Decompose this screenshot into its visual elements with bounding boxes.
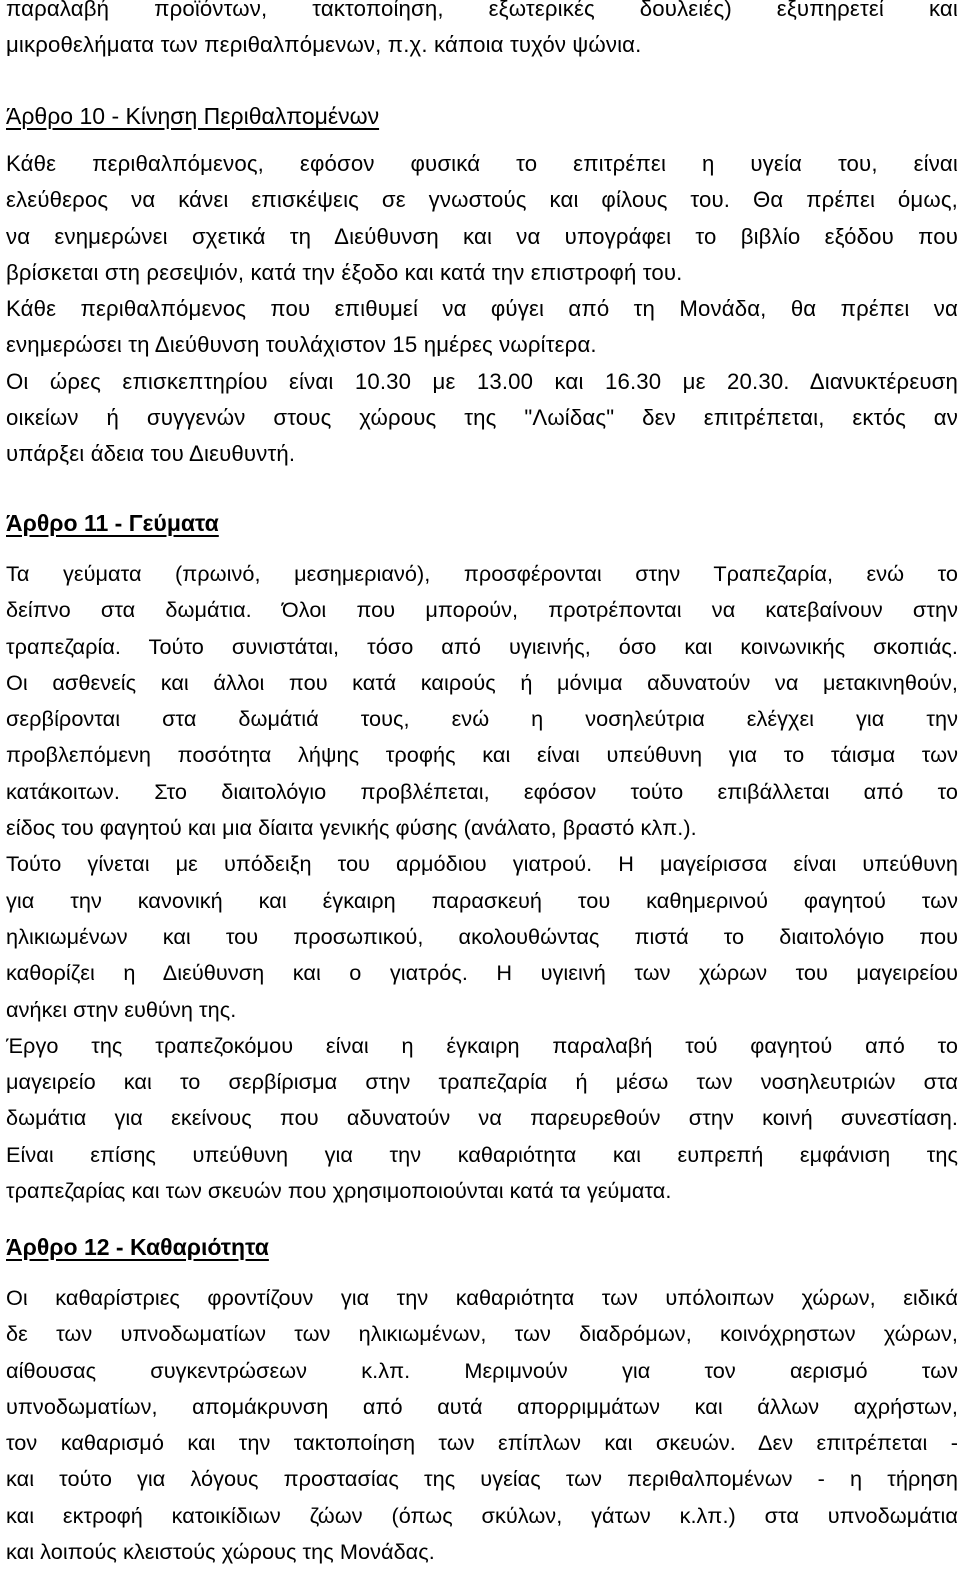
text-line: παραλαβή προϊόντων, τακτοποίηση, εξωτερικές δουλειές) εξυπηρετεί και (6, 0, 958, 21)
text-line: κατάκοιτων. Στο διαιτολόγιο προβλέπεται, εφόσον τούτο επιβάλλεται από το (6, 778, 958, 804)
article-11-body (6, 556, 958, 1209)
text-line: αίθουσας συγκεντρώσεων κ.λπ. Μεριμνούν για τον αερισμό των (6, 1357, 958, 1383)
text-line: και τούτο για λόγους προστασίας της υγείας των περιθαλπομένων - η τήρηση (6, 1466, 958, 1492)
text-line: ηλικιωμένων και του προσωπικού, ακολουθώντας πιστά το διαιτολόγιο που (6, 923, 958, 949)
text-line: βρίσκεται στη ρεσεψιόν, κατά την έξοδο και κατά την επιστροφή του. (6, 259, 683, 285)
text-line: Οι καθαρίστριες φροντίζουν για την καθαριότητα των υπόλοιπων χώρων, ειδικά (6, 1285, 958, 1310)
text-line: ανήκει στην ευθύνη της. (6, 996, 237, 1022)
text-line: δε των υπνοδωματίων των ηλικιωμένων, των διαδρόμων, κοινόχρηστων χώρων, (6, 1321, 958, 1347)
text-line: Τούτο γίνεται με υπόδειξη του αρμόδιου γιατρού. Η μαγείρισσα είναι υπεύθυνη (6, 851, 958, 877)
text-line: Κάθε περιθαλπόμενος, εφόσον φυσικά το επιτρέπει η υγεία του, είναι (6, 151, 958, 176)
text-line: δωμάτια για εκείνους που αδυνατούν να παρευρεθούν στην κοινή συνεστίαση. (6, 1105, 958, 1131)
text-line: δείπνο στα δωμάτια. Όλοι που μπορούν, προτρέπονται να κατεβαίνουν στην (6, 597, 958, 623)
article-12-heading-text: Άρθρο 12 - Καθαριότητα (6, 1234, 269, 1260)
intro-paragraph (6, 0, 958, 64)
text-line: μικροθελήματα των περιθαλπόμενων, π.χ. κάποια τυχόν ψώνια. (6, 32, 642, 58)
text-line: τον καθαρισμό και την τακτοποίηση των επίπλων και σκευών. Δεν επιτρέπεται - (6, 1430, 958, 1456)
text-line: και λοιπούς κλειστούς χώρους της Μονάδας. (6, 1539, 435, 1565)
text-line: Έργο της τραπεζοκόμου είναι η έγκαιρη παραλαβή τού φαγητού από το (6, 1032, 958, 1058)
text-line: μαγειρείο και το σερβίρισμα στην τραπεζαρία ή μέσω των νοσηλευτριών στα (6, 1069, 958, 1095)
text-line: ελεύθερος να κάνει επισκέψεις σε γνωστούς και φίλους του. Θα πρέπει όμως, (6, 187, 958, 213)
text-line: είδος του φαγητού και μια δίαιτα γενικής φύσης (ανάλατο, βραστό κλπ.). (6, 815, 697, 841)
text-line: υπνοδωματίων, απομάκρυνση από αυτά απορριμμάτων και άλλων αχρήστων, (6, 1393, 958, 1419)
article-12-body (6, 1280, 958, 1570)
text-line: για την κανονική και έγκαιρη παρασκευή του καθημερινού φαγητού των (6, 887, 958, 913)
text-line: Οι ώρες επισκεπτηρίου είναι 10.30 με 13.00 και 16.30 με 20.30. Διανυκτέρευση (6, 368, 958, 394)
text-line: τραπεζαρίας και των σκευών που χρησιμοποιούνται κατά τα γεύματα. (6, 1178, 672, 1204)
article-10-body (6, 146, 958, 473)
text-line: σερβίρονται στα δωμάτιά τους, ενώ η νοσηλεύτρια ελέγχει για την (6, 706, 958, 732)
text-line: τραπεζαρία. Τούτο συνιστάται, τόσο από υγιεινής, όσο και κοινωνικής σκοπιάς. (6, 633, 958, 659)
text-line: οικείων ή συγγενών στους χώρους της "Λωίδας" δεν επιτρέπεται, εκτός αν (6, 405, 958, 431)
text-line: και εκτροφή κατοικίδιων ζώων (όπως σκύλων, γάτων κ.λπ.) στα υπνοδωμάτια (6, 1502, 958, 1528)
text-line: Κάθε περιθαλπόμενος που επιθυμεί να φύγει από τη Μονάδα, θα πρέπει να (6, 296, 958, 322)
text-line: να ενημερώνει σχετικά τη Διεύθυνση και να υπογράφει το βιβλίο εξόδου που (6, 223, 958, 249)
text-line: Είναι επίσης υπεύθυνη για την καθαριότητα και ευπρεπή εμφάνιση της (6, 1141, 958, 1167)
article-12-heading (6, 1229, 269, 1265)
article-10-heading (6, 98, 379, 134)
text-line: καθορίζει η Διεύθυνση και ο γιατρός. Η υγιεινή των χώρων του μαγειρείου (6, 960, 958, 986)
text-line: Τα γεύματα (πρωινό, μεσημεριανό), προσφέρονται στην Τραπεζαρία, ενώ το (6, 561, 958, 586)
text-line: προβλεπόμενη ποσότητα λήψης τροφής και είναι υπεύθυνη για το τάισμα των (6, 742, 958, 768)
article-11-heading (6, 505, 219, 541)
text-line: Οι ασθενείς και άλλοι που κατά καιρούς ή μόνιμα αδυνατούν να μετακινηθούν, (6, 669, 958, 695)
article-11-heading-text: Άρθρο 11 - Γεύματα (6, 510, 219, 536)
article-10-heading-text: Άρθρο 10 - Κίνηση Περιθαλπομένων (6, 103, 380, 129)
text-line: ενημερώσει τη Διεύθυνση τουλάχιστον 15 ημέρες νωρίτερα. (6, 332, 597, 358)
text-line: υπάρξει άδεια του Διευθυντή. (6, 441, 296, 467)
